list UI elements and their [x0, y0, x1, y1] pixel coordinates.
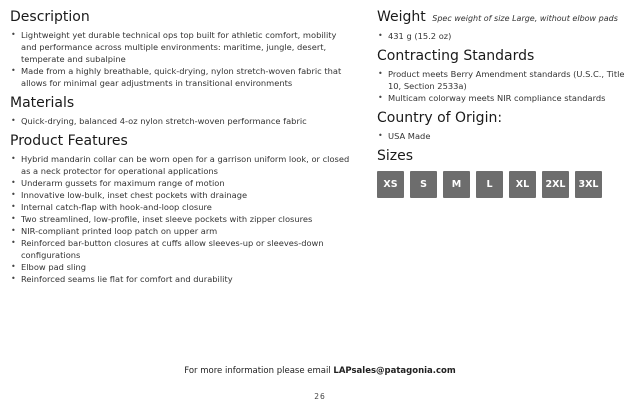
list-item: • Reinforced bar-button closures at cuffs allow sleeves-up or sleeves-down configurations: [10, 237, 354, 261]
weight-heading-text: Weight: [377, 9, 426, 25]
right-column: [377, 9, 632, 198]
list-item: • Product meets Berry Amendment standards (U.S.C., Title 10, Section 2533a): [377, 68, 632, 92]
footer-email-link[interactable]: LAPsales@patagonia.com: [333, 366, 456, 376]
list-item: • NIR-compliant printed loop patch on upper arm: [10, 225, 354, 237]
features-heading: Product Features: [10, 133, 128, 149]
weight-list: [377, 30, 632, 42]
list-item: • Hybrid mandarin collar can be worn open for a garrison uniform look, or closed as a neck protector for operational applications: [10, 153, 354, 177]
weight-note: Spec weight of size Large, without elbow pads: [432, 14, 618, 23]
page-number: 26: [314, 392, 326, 401]
size-l: L: [476, 171, 503, 198]
list-item: • Multicam colorway meets NIR compliance standards: [377, 92, 632, 104]
size-3xl: 3XL: [575, 171, 602, 198]
left-column: [10, 9, 354, 291]
list-item: • Internal catch-flap with hook-and-loop closure: [10, 201, 354, 213]
size-2xl: 2XL: [542, 171, 569, 198]
list-item: • Elbow pad sling: [10, 261, 354, 273]
size-list: [377, 171, 632, 198]
size-xl: XL: [509, 171, 536, 198]
sizes-heading: Sizes: [377, 148, 414, 164]
list-item: • Lightweight yet durable technical ops top built for athletic comfort, mobility and performance across multiple environments: maritime, jungle, desert, temperate and subalpine: [10, 29, 354, 65]
list-item: • Innovative low-bulk, inset chest pockets with drainage: [10, 189, 354, 201]
list-item: • Reinforced seams lie flat for comfort and durability: [10, 273, 354, 285]
list-item: • 431 g (15.2 oz): [377, 30, 632, 42]
footer-text: For more information please email: [184, 366, 334, 376]
size-xs: XS: [377, 171, 404, 198]
features-list: [10, 153, 354, 285]
origin-list: [377, 130, 632, 142]
size-m: M: [443, 171, 470, 198]
weight-heading: [377, 9, 632, 27]
contracting-heading: Contracting Standards: [377, 48, 535, 64]
list-item: • USA Made: [377, 130, 632, 142]
materials-list: [10, 115, 354, 127]
list-item: • Underarm gussets for maximum range of motion: [10, 177, 354, 189]
list-item: • Quick-drying, balanced 4-oz nylon stretch-woven performance fabric: [10, 115, 354, 127]
contracting-list: [377, 68, 632, 104]
list-item: • Made from a highly breathable, quick-drying, nylon stretch-woven fabric that allows for minimal gear adjustments in transitional environments: [10, 65, 354, 89]
description-list: [10, 29, 354, 89]
description-heading: Description: [10, 9, 90, 25]
size-s: S: [410, 171, 437, 198]
footer: [0, 366, 640, 376]
materials-heading: Materials: [10, 95, 75, 111]
origin-heading: Country of Origin:: [377, 110, 503, 126]
list-item: • Two streamlined, low-profile, inset sleeve pockets with zipper closures: [10, 213, 354, 225]
